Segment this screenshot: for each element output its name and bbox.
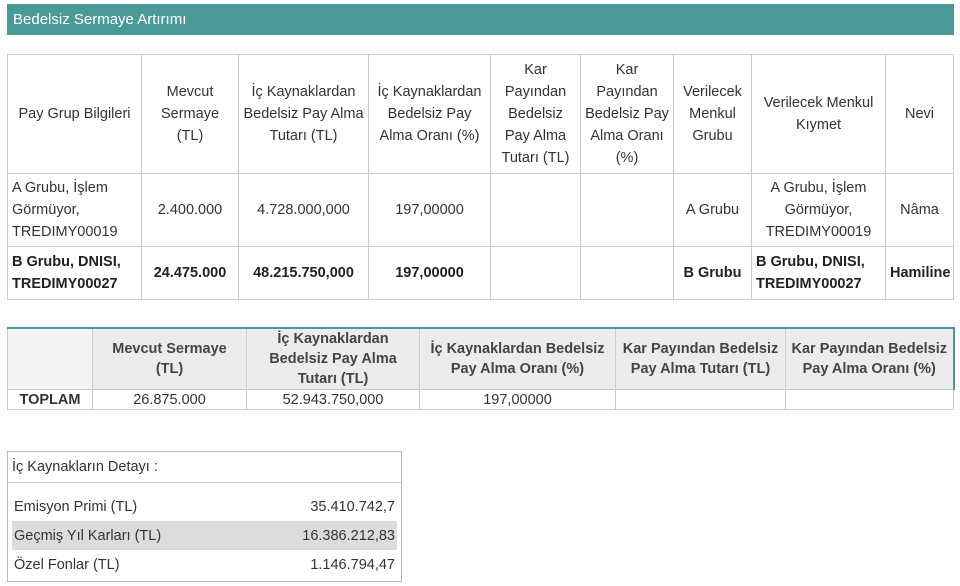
col-header bbox=[8, 328, 93, 390]
section-title-bar bbox=[7, 4, 954, 35]
table-header-row bbox=[8, 55, 954, 174]
table-row bbox=[8, 174, 954, 247]
detail-value: 1.146.794,47 bbox=[310, 556, 395, 573]
table-cell: A Grubu bbox=[674, 174, 752, 247]
col-header: Verilecek Menkul Kıymet bbox=[752, 55, 886, 174]
col-header: İç Kaynaklardan Bedelsiz Pay Alma Oranı (%) bbox=[369, 55, 491, 174]
totals-row bbox=[8, 390, 954, 410]
detail-row bbox=[12, 521, 397, 550]
table-cell bbox=[581, 247, 674, 300]
totals-header-row bbox=[8, 328, 954, 390]
col-header: İç Kaynaklardan Bedelsiz Pay Alma Tutarı (TL) bbox=[239, 55, 369, 174]
table-cell bbox=[616, 390, 786, 410]
col-header: Verilecek Menkul Grubu bbox=[674, 55, 752, 174]
table-cell: A Grubu, İşlem Görmüyor, TREDIMY00019 bbox=[752, 174, 886, 247]
col-header: Mevcut Sermaye (TL) bbox=[93, 328, 247, 390]
col-header: Kar Payından Bedelsiz Pay Alma Oranı (%) bbox=[581, 55, 674, 174]
table-cell bbox=[491, 247, 581, 300]
table-cell: A Grubu, İşlem Görmüyor, TREDIMY00019 bbox=[8, 174, 142, 247]
totals-table bbox=[7, 327, 955, 410]
table-cell: 48.215.750,000 bbox=[239, 247, 369, 300]
table-cell: Hamiline bbox=[886, 247, 954, 300]
table-cell: 24.475.000 bbox=[142, 247, 239, 300]
section-title: Bedelsiz Sermaye Artırımı bbox=[13, 11, 187, 28]
table-cell: 197,00000 bbox=[369, 247, 491, 300]
detail-label: Geçmiş Yıl Karları (TL) bbox=[14, 527, 162, 544]
table-cell: B Grubu bbox=[674, 247, 752, 300]
table-cell bbox=[786, 390, 954, 410]
table-cell bbox=[491, 174, 581, 247]
table-cell: 197,00000 bbox=[420, 390, 616, 410]
table-cell: Nâma bbox=[886, 174, 954, 247]
table-cell: 26.875.000 bbox=[93, 390, 247, 410]
col-header: Nevi bbox=[886, 55, 954, 174]
table-row bbox=[8, 247, 954, 300]
col-header: İç Kaynaklardan Bedelsiz Pay Alma Oranı (%) bbox=[420, 328, 616, 390]
table-cell: 197,00000 bbox=[369, 174, 491, 247]
col-header: İç Kaynaklardan Bedelsiz Pay Alma Tutarı (TL) bbox=[247, 328, 420, 390]
capital-increase-table bbox=[7, 54, 954, 300]
col-header: Pay Grup Bilgileri bbox=[8, 55, 142, 174]
resources-detail-box bbox=[7, 451, 402, 582]
table-cell: 52.943.750,000 bbox=[247, 390, 420, 410]
detail-label: Özel Fonlar (TL) bbox=[14, 556, 120, 573]
col-header: Kar Payından Bedelsiz Pay Alma Tutarı (TL) bbox=[616, 328, 786, 390]
col-header: Mevcut Sermaye (TL) bbox=[142, 55, 239, 174]
detail-row bbox=[12, 492, 397, 521]
col-header: Kar Payından Bedelsiz Pay Alma Oranı (%) bbox=[786, 328, 954, 390]
detail-label: Emisyon Primi (TL) bbox=[14, 498, 138, 515]
table-cell: B Grubu, DNISI, TREDIMY00027 bbox=[752, 247, 886, 300]
table-cell: 4.728.000,000 bbox=[239, 174, 369, 247]
totals-label: TOPLAM bbox=[8, 390, 93, 410]
table-cell bbox=[581, 174, 674, 247]
detail-row bbox=[12, 550, 397, 579]
table-cell: 2.400.000 bbox=[142, 174, 239, 247]
resources-detail-title: İç Kaynakların Detayı : bbox=[8, 452, 401, 483]
detail-value: 16.386.212,83 bbox=[302, 527, 395, 544]
detail-value: 35.410.742,7 bbox=[310, 498, 395, 515]
col-header: Kar Payından Bedelsiz Pay Alma Tutarı (TL) bbox=[491, 55, 581, 174]
table-cell: B Grubu, DNISI, TREDIMY00027 bbox=[8, 247, 142, 300]
